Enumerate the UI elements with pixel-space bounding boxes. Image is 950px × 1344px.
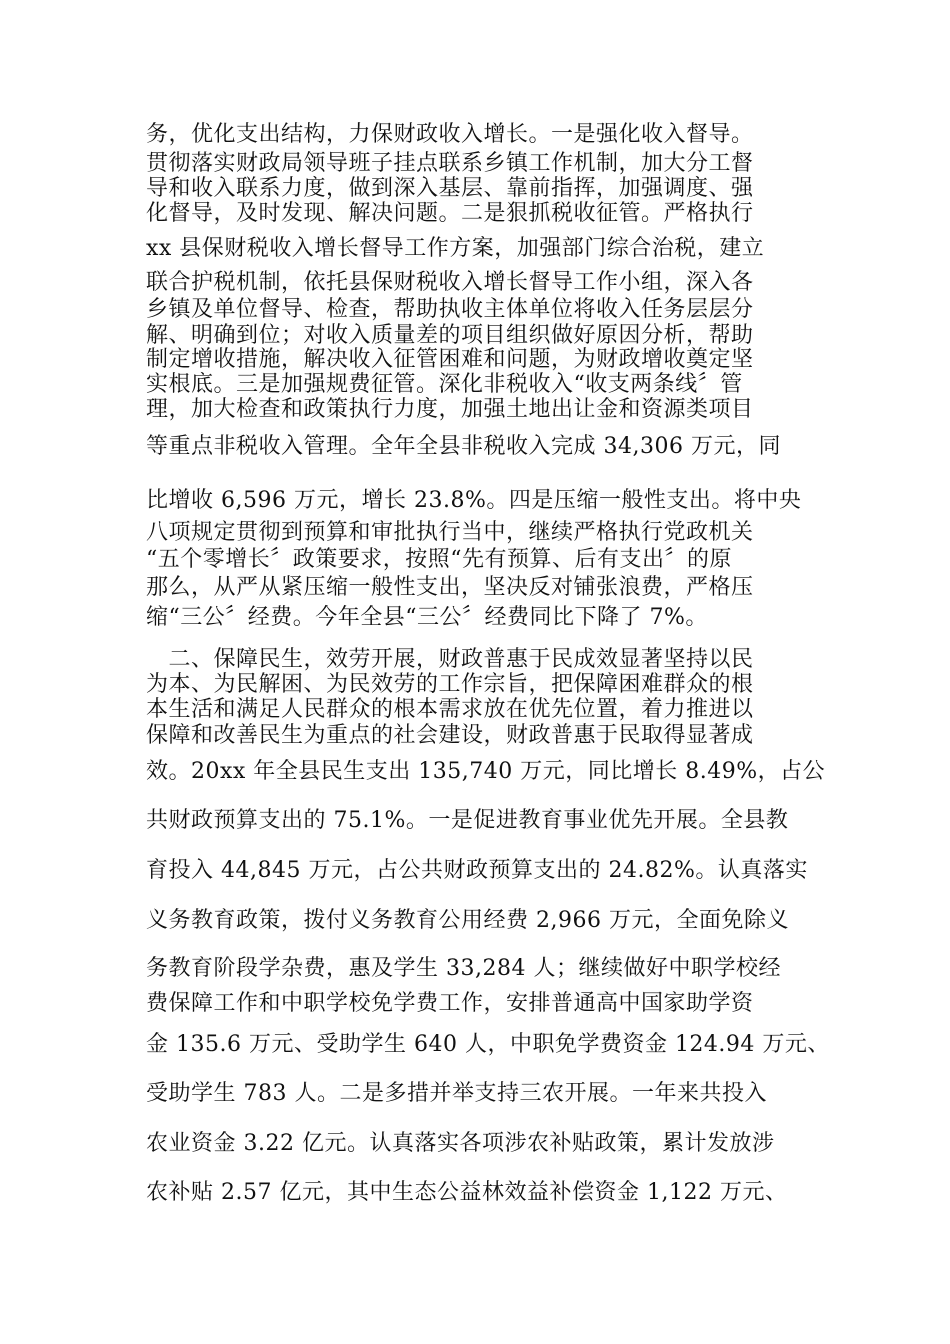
- text-line: 贯彻落实财政局领导班子挂点联系乡镇工作机制，加大分工督: [146, 151, 754, 176]
- text-line: 为本、为民解困、为民效劳的工作宗旨，把保障困难群众的根: [146, 672, 754, 697]
- text-line: 务，优化支出结构，力保财政收入增长。一是强化收入督导。: [146, 122, 754, 147]
- text-line: 金 135.6 万元、受助学生 640 人，中职免学费资金 124.94 万元、: [146, 1032, 830, 1057]
- text-line: 费保障工作和中职学校免学费工作，安排普通高中国家助学资: [146, 991, 754, 1016]
- text-line: 制定增收措施，解决收入征管困难和问题，为财政增收奠定坚: [146, 347, 754, 372]
- text-line: 共财政预算支出的 75.1%。一是促进教育事业优先开展。全县教: [146, 808, 789, 833]
- text-line: 理，加大检查和政策执行力度，加强土地出让金和资源类项目: [146, 397, 754, 422]
- text-line: xx 县保财税收入增长督导工作方案，加强部门综合治税，建立: [146, 236, 765, 261]
- text-line: 实根底。三是加强规费征管。深化非税收入“收支两条线〞管: [146, 372, 743, 397]
- text-line: 缩“三公〞经费。今年全县“三公〞经费同比下降了 7%。: [146, 605, 708, 630]
- text-line: 义务教育政策，拨付义务教育公用经费 2,966 万元，全面免除义: [146, 908, 789, 933]
- text-line: 解、明确到位；对收入质量差的项目组织做好原因分析，帮助: [146, 323, 754, 348]
- text-line: 联合护税机制，依托县保财税收入增长督导工作小组，深入各: [146, 270, 754, 295]
- text-line: “五个零增长〞政策要求，按照“先有预算、后有支出〞的原: [146, 547, 732, 572]
- text-line: 务教育阶段学杂费，惠及学生 33,284 人；继续做好中职学校经: [146, 956, 781, 981]
- paragraph-start-line: 二、保障民生，效劳开展，财政普惠于民成效显著坚持以民: [146, 647, 754, 672]
- text-line: 保障和改善民生为重点的社会建设，财政普惠于民取得显著成: [146, 723, 754, 748]
- text-line: 化督导，及时发现、解决问题。二是狠抓税收征管。严格执行: [146, 201, 754, 226]
- text-line: 效。20xx 年全县民生支出 135,740 万元，同比增长 8.49%，占公: [146, 759, 826, 784]
- text-line: 导和收入联系力度，做到深入基层、靠前指挥，加强调度、强: [146, 176, 754, 201]
- text-line: 农补贴 2.57 亿元，其中生态公益林效益补偿资金 1,122 万元、: [146, 1180, 788, 1205]
- text-line: 比增收 6,596 万元，增长 23.8%。四是压缩一般性支出。将中央: [146, 488, 802, 513]
- text-line: 受助学生 783 人。二是多措并举支持三农开展。一年来共投入: [146, 1081, 767, 1106]
- text-line: 八项规定贯彻到预算和审批执行当中，继续严格执行党政机关: [146, 520, 754, 545]
- text-line: 育投入 44,845 万元，占公共财政预算支出的 24.82%。认真落实: [146, 858, 808, 883]
- text-line: 那么，从严从紧压缩一般性支出，坚决反对铺张浪费，严格压: [146, 575, 754, 600]
- text-line: 本生活和满足人民群众的根本需求放在优先位置，着力推进以: [146, 697, 754, 722]
- text-line: 农业资金 3.22 亿元。认真落实各项涉农补贴政策，累计发放涉: [146, 1131, 775, 1156]
- text-line: 等重点非税收入管理。全年全县非税收入完成 34,306 万元，同: [146, 434, 781, 459]
- text-line: 乡镇及单位督导、检查，帮助执收主体单位将收入任务层层分: [146, 297, 754, 322]
